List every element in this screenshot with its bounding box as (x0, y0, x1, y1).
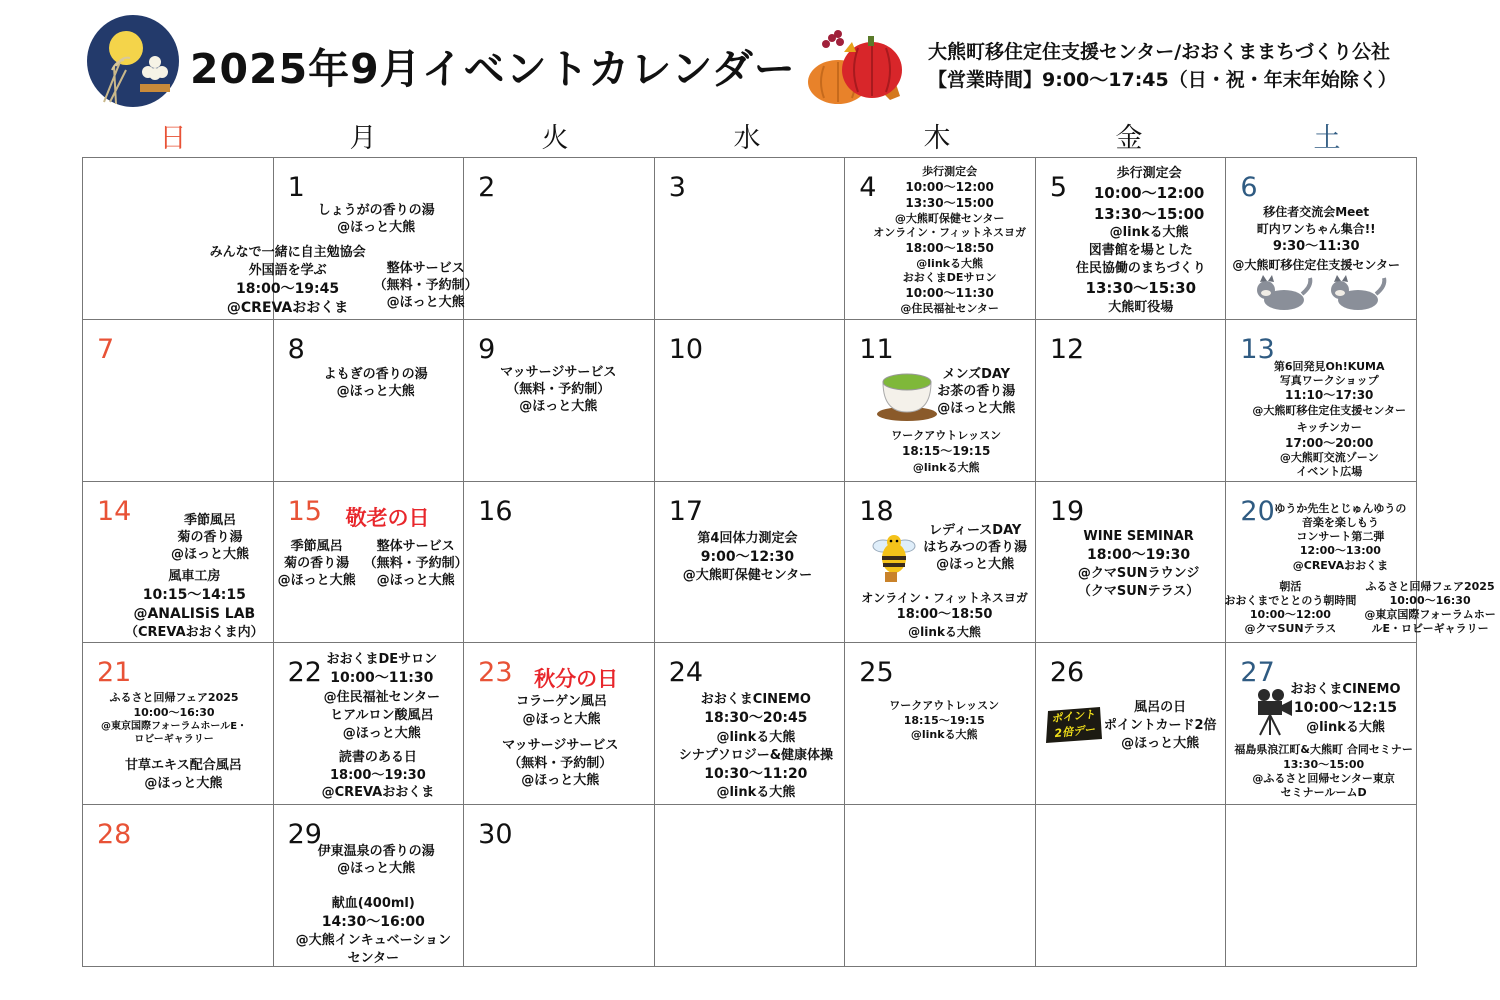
organization-name: 大熊町移住定住支援センター/おおくままちづくり公社 (928, 41, 1390, 63)
event-morning-activity: 朝活 おおくまでととのう朝時間 10:00～12:00 @クマSUNテラス (1224, 579, 1357, 636)
event-salon-and-bath: おおくまDEサロン 10:00～11:30 @住民福祉センター ヒアルロン酸風呂 @ほっと大熊 (323, 652, 441, 741)
day-number: 5 (1049, 172, 1068, 203)
day-number: 13 (1240, 333, 1275, 365)
pumpkin-icon (800, 22, 910, 108)
event-windmill-workshop: 風車工房 10:15～14:15 @ANALISiS LAB （CREVAおおくま内） (125, 568, 264, 641)
event-furusato-fair: ふるさと回帰フェア2025 10:00～16:30 @東京国際フォーラムホールE・ ロビーギャラリー (101, 691, 248, 745)
day-cell-22 (274, 643, 465, 805)
weekday-tue: 火 (541, 123, 569, 154)
event-library-forum: 図書館を場とした 住民協働のまちづくり 13:30～15:30 大熊町役場 (1075, 243, 1206, 315)
day-cell-19 (1036, 482, 1227, 644)
day-number: 3 (668, 172, 686, 203)
day-cell-6 (1226, 158, 1417, 320)
event-ladies-day: レディースDAY はちみつの香り湯 @ほっと大熊 (923, 522, 1028, 572)
day-cell-2 (464, 158, 655, 320)
day-number: 15 (287, 495, 322, 527)
day-number: 12 (1049, 333, 1085, 365)
event-walking-and-yoga: 歩行測定会 10:00～12:00 13:30～15:00 @大熊町保健センター オンライン・フィットネスヨガ 18:00～18:50 @linkる大熊 おおくまDEサロン 10:00～11:30 @住民福祉センター (873, 165, 1026, 315)
event-reading-day: 読書のある日 18:00～19:30 @CREVAおおくま (321, 750, 435, 800)
movie-camera-icon (1254, 687, 1294, 741)
day-number: 8 (287, 333, 305, 365)
day-cell-12 (1036, 320, 1227, 482)
day-number: 23 (478, 657, 513, 689)
day-number: 11 (859, 333, 894, 365)
event-walking-measurement: 歩行測定会 10:00～12:00 13:30～15:00 @linkる大熊 (1093, 166, 1205, 241)
day-number: 4 (859, 172, 877, 203)
event-kanzou-bath: 甘草エキス配合風呂 @ほっと大熊 (125, 758, 242, 791)
day-number: 16 (478, 495, 513, 527)
day-cell-24 (655, 643, 846, 805)
day-number: 19 (1049, 495, 1085, 527)
day-number: 10 (668, 333, 704, 365)
event-furusato-fair: ふるさと回帰フェア2025 10:00～16:30 @東京国際フォーラムホー ルE・ロビーギャラリー (1364, 579, 1496, 636)
day-number: 22 (287, 657, 322, 689)
event-collagen-bath: コラーゲン風呂 @ほっと大熊 (516, 694, 607, 727)
day-cell-30 (464, 805, 655, 967)
weekday-wed: 水 (733, 123, 761, 154)
event-workout-lesson: ワークアウトレッスン 18:15～19:15 @linkる大熊 (889, 699, 1000, 741)
day-cell-28 (83, 805, 274, 967)
event-seasonal-bath: 季節風呂 菊の香り湯 @ほっと大熊 (277, 538, 356, 588)
event-joint-seminar: 福島県浪江町&大熊町 合同セミナー 13:30～15:00 @ふるさと回帰センター東京 セミナールームD (1234, 743, 1413, 800)
day-number: 25 (859, 657, 894, 689)
event-photo-workshop: 第6回発見Oh!KUMA 写真ワークショップ 11:10～17:30 @大熊町移住定住支援センター キッチンカー 17:00～20:00 @大熊町交流ゾーン イベント広場 (1252, 359, 1406, 479)
day-number: 24 (668, 657, 704, 689)
day-cell-empty (1036, 805, 1227, 967)
day-number: 20 (1240, 495, 1275, 527)
point-card-badge-icon (1044, 705, 1104, 745)
event-seasonal-bath: 季節風呂 菊の香り湯 @ほっと大熊 (171, 512, 250, 562)
day-cell-21 (83, 643, 274, 805)
day-cell-empty (655, 805, 846, 967)
day-cell-18 (845, 482, 1036, 644)
weekday-fri: 金 (1115, 123, 1143, 154)
day-cell-1 (209, 158, 478, 320)
weekday-sun: 日 (159, 123, 187, 154)
organization-info (928, 38, 1397, 94)
green-tea-icon (875, 362, 939, 426)
day-number: 7 (97, 333, 115, 365)
day-number: 17 (668, 495, 704, 527)
day-number: 26 (1049, 657, 1085, 689)
day-cell-23 (464, 643, 655, 805)
day-cell-25 (845, 643, 1036, 805)
event-cinemo: おおくまCINEMO 10:00～12:15 @linkる大熊 (1290, 682, 1401, 735)
moon-viewing-icon (86, 14, 180, 108)
day-cell-11 (845, 320, 1036, 482)
event-massage-service: マッサージサービス （無料・予約制） @ほっと大熊 (500, 364, 617, 415)
bee-icon (869, 528, 919, 588)
event-mens-day: メンズDAY お茶の香り湯 @ほっと大熊 (937, 366, 1016, 417)
business-hours: 【営業時間】9:00～17:45（日・祝・年末年始除く） (928, 69, 1397, 91)
day-cell-empty (845, 805, 1036, 967)
day-cell-17 (655, 482, 846, 644)
day-cell-8 (274, 320, 465, 482)
day-number: 9 (478, 333, 496, 365)
day-cell-29 (274, 805, 465, 967)
day-number: 29 (287, 819, 322, 851)
event-ginger-bath: しょうがの香りの湯 @ほっと大熊 (317, 203, 435, 236)
day-number: 27 (1240, 657, 1275, 689)
event-wine-seminar: WINE SEMINAR 18:00～19:30 @クマSUNラウンジ （クマSUNテラス） (1077, 528, 1200, 599)
event-massage-service: マッサージサービス （無料・予約制） @ほっと大熊 (502, 738, 619, 788)
day-number: 1 (287, 172, 305, 203)
event-fitness-test: 第4回体力測定会 9:00～12:30 @大熊町保健センター (682, 530, 813, 583)
day-number: 6 (1240, 172, 1258, 203)
event-seitai-service: 整体サービス （無料・予約制） @ほっと大熊 (363, 538, 468, 588)
event-newcomer-meetup: 移住者交流会Meet 町内ワンちゃん集合!! 9:30～11:30 @大熊町移住定住支援センター (1232, 205, 1400, 272)
day-cell-20 (1224, 482, 1496, 644)
dog-icon (1328, 274, 1388, 318)
day-cell-empty (1226, 805, 1417, 967)
day-cell-15 (274, 482, 468, 644)
day-cell-13 (1226, 320, 1417, 482)
page-title: 2025年9月イベントカレンダー (190, 45, 796, 93)
event-study-group: みんなで一緒に自主勉協会 外国語を学ぶ 18:00～19:45 @CREVAおおくま (209, 245, 366, 317)
event-music-concert: ゆうか先生とじゅんゆうの 音楽を楽しもう コンサート第二弾 12:00～13:00 @CREVAおおくま (1274, 501, 1407, 572)
day-number: 14 (97, 495, 132, 527)
holiday-label: 敬老の日 (345, 505, 430, 530)
weekday-sat: 土 (1313, 123, 1341, 154)
badge-line: 2倍デー (1053, 723, 1096, 741)
day-cell-7 (83, 320, 274, 482)
event-blood-donation: 献血(400ml) 14:30～16:00 @大熊インキュベーション センター (295, 896, 452, 967)
day-number: 18 (859, 495, 894, 527)
day-cell-10 (655, 320, 846, 482)
event-yomogi-bath: よもぎの香りの湯 @ほっと大熊 (323, 366, 428, 399)
event-seitai-service: 整体サービス （無料・予約制） @ほっと大熊 (373, 261, 478, 311)
event-workout-lesson: ワークアウトレッスン 18:15～19:15 @linkる大熊 (891, 428, 1002, 474)
day-number: 21 (97, 657, 132, 689)
day-cell-3 (655, 158, 846, 320)
badge-line: ポイント (1050, 708, 1096, 726)
day-number: 30 (478, 819, 513, 851)
dog-icon (1254, 274, 1314, 318)
calendar-grid (82, 157, 1496, 967)
day-cell-9 (464, 320, 655, 482)
day-cell-14 (83, 482, 274, 644)
day-cell-26 (1036, 643, 1227, 805)
day-cell-4 (845, 158, 1036, 320)
event-cinemo-and-synapsology: おおくまCINEMO 18:30～20:45 @linkる大熊 シナプソロジー&健康体操 10:30～11:20 @linkる大熊 (678, 692, 834, 800)
event-bath-day: 風呂の日 ポイントカード2倍 @ほっと大熊 (1103, 700, 1217, 752)
event-online-yoga: オンライン・フィットネスヨガ 18:00～18:50 @linkる大熊 (861, 590, 1028, 640)
event-ito-onsen-bath: 伊東温泉の香りの湯 @ほっと大熊 (317, 844, 435, 877)
day-number: 28 (97, 819, 132, 851)
day-cell-16 (464, 482, 655, 644)
day-number: 2 (478, 172, 496, 203)
day-cell-5 (1036, 158, 1227, 320)
day-cell-27 (1226, 643, 1417, 805)
weekday-thu: 木 (923, 123, 951, 154)
holiday-label: 秋分の日 (534, 667, 619, 692)
weekday-mon: 月 (349, 123, 377, 154)
